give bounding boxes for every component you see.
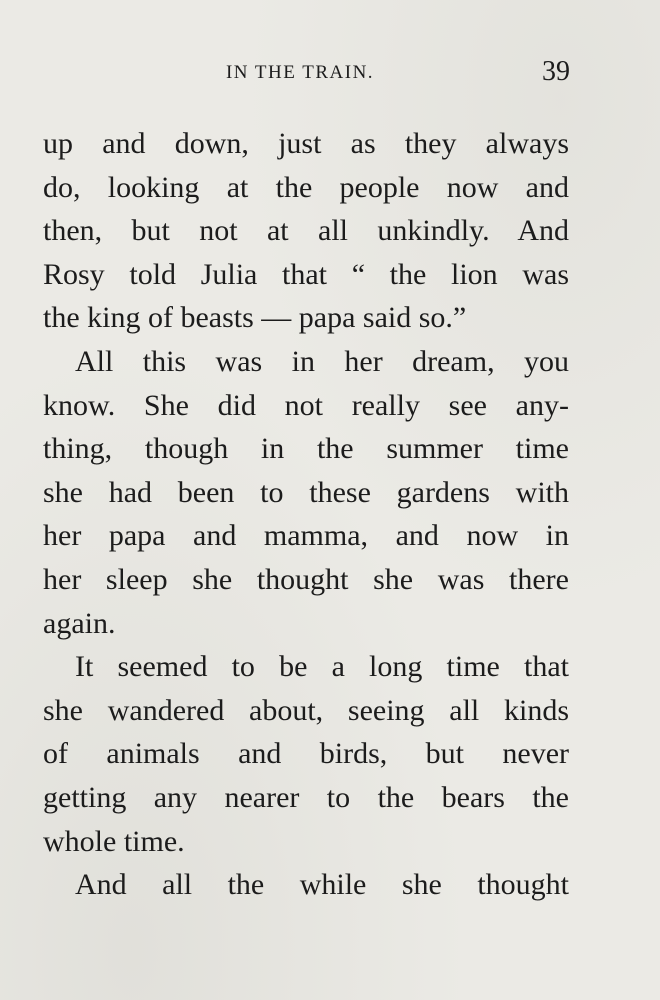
text-line: of animals and birds, but never bbox=[43, 737, 569, 771]
text-line: And all the while she thought bbox=[75, 868, 569, 902]
text-line: she had been to these gardens with bbox=[43, 475, 569, 509]
page-number: 39 bbox=[542, 56, 570, 87]
text-line: she wandered about, seeing all kinds bbox=[43, 693, 569, 727]
text-line: her papa and mamma, and now in bbox=[43, 519, 569, 553]
running-head bbox=[0, 58, 660, 92]
text-line: thing, though in the summer time bbox=[43, 432, 569, 466]
text-line: whole time. bbox=[43, 824, 185, 858]
text-line: All this was in her dream, you bbox=[75, 344, 569, 378]
running-title: IN THE TRAIN. bbox=[225, 62, 375, 83]
text-line: again. bbox=[43, 606, 116, 640]
text-line: It seemed to be a long time that bbox=[75, 650, 569, 684]
text-line: know. She did not really see any- bbox=[43, 388, 569, 422]
text-line: do, looking at the people now and bbox=[43, 170, 569, 204]
text-line: then, but not at all unkindly. And bbox=[43, 214, 569, 248]
text-line: getting any nearer to the bears the bbox=[43, 780, 569, 814]
text-line: Rosy told Julia that “ the lion was bbox=[43, 257, 569, 291]
body-text bbox=[43, 122, 569, 907]
text-line: her sleep she thought she was there bbox=[43, 562, 569, 596]
text-line: the king of beasts — papa said so.” bbox=[43, 301, 467, 335]
text-line: up and down, just as they always bbox=[43, 127, 569, 160]
